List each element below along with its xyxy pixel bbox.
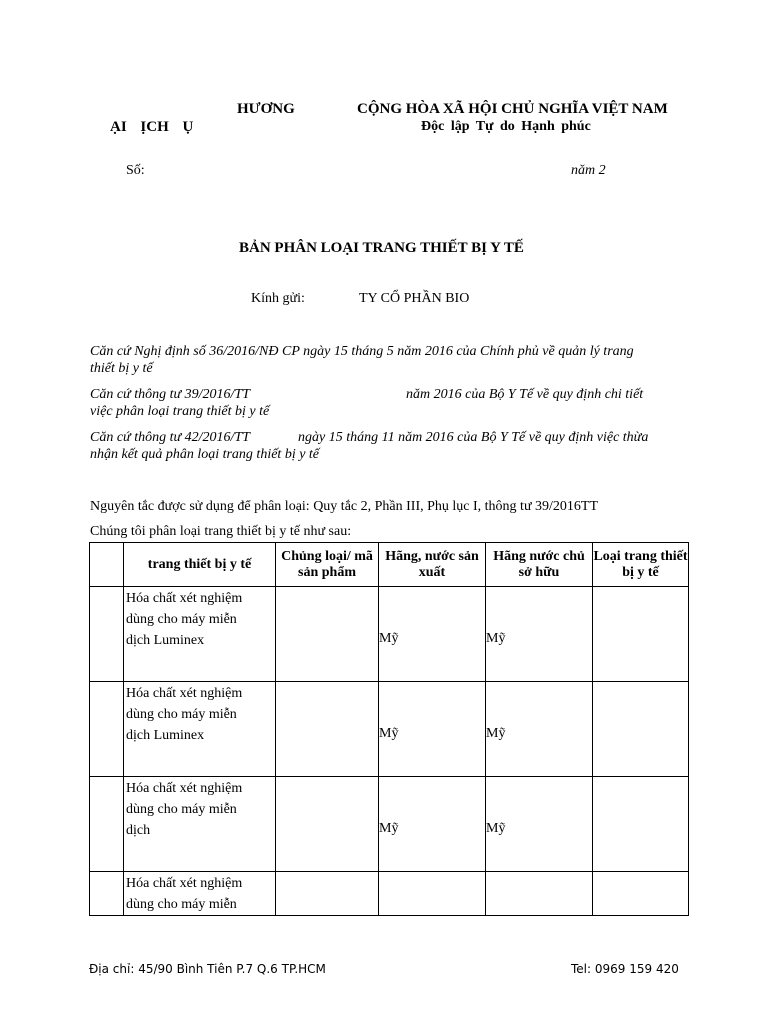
device-name-line: Hóa chất xét nghiệm: [126, 876, 243, 891]
cell-index: [90, 872, 124, 916]
device-name-line: dùng cho máy miễn: [126, 802, 237, 817]
cell-device-class: [593, 777, 689, 872]
device-name-line: dịch Luminex: [126, 728, 205, 743]
cell-device-name: [124, 587, 276, 682]
cell-index: [90, 587, 124, 682]
header-owner: Hãng nước chủ sở hữu: [486, 543, 593, 587]
legal-basis-3-line1-right: ngày 15 tháng 11 năm 2016 của Bộ Y Tế về quy định việc thừa: [298, 430, 649, 445]
table-row: [90, 587, 689, 682]
header-product-type: Chủng loại/ mã sản phẩm: [276, 543, 379, 587]
cell-product-type: [276, 682, 379, 777]
legal-basis-3-line2: nhận kết quả phân loại trang thiết bị y tế: [90, 447, 320, 462]
classification-principle: Nguyên tắc được sử dụng để phân loại: Quy tắc 2, Phần III, Phụ lục I, thông tư 39/2016TT: [90, 499, 599, 514]
table-row: [90, 872, 689, 916]
cell-owner: [486, 587, 593, 682]
header-device-name: trang thiết bị y tế: [124, 543, 276, 587]
device-name-line: Hóa chất xét nghiệm: [126, 591, 243, 606]
org-name-line1: HƯƠNG: [237, 101, 295, 117]
footer-phone: Tel: 0969 159 420: [571, 962, 679, 976]
header-device-class: Loại trang thiết bị y tế: [593, 543, 689, 587]
owner-country: Mỹ: [486, 821, 506, 836]
device-name-line: dịch: [126, 823, 151, 838]
cell-index: [90, 682, 124, 777]
device-name-line: Hóa chất xét nghiệm: [126, 781, 243, 796]
legal-basis-3: [90, 429, 690, 463]
legal-basis-2-line2: việc phân loại trang thiết bị y tế: [90, 404, 270, 419]
cell-device-name: [124, 872, 276, 916]
recipient-label: Kính gửi:: [251, 291, 305, 306]
cell-product-type: [276, 872, 379, 916]
legal-basis-2-line1: Căn cứ thông tư 39/2016/TT: [90, 387, 250, 402]
table-intro: Chúng tôi phân loại trang thiết bị y tế như sau:: [90, 524, 352, 539]
cell-product-type: [276, 587, 379, 682]
header-manufacturer: Hãng, nước sản xuất: [379, 543, 486, 587]
legal-basis-1-line2: thiết bị y tế: [90, 361, 153, 376]
recipient-name: TY CỔ PHẦN BIO: [359, 291, 470, 306]
cell-manufacturer: [379, 777, 486, 872]
owner-country: Mỹ: [486, 631, 506, 646]
document-number-label: Số:: [126, 163, 145, 178]
cell-device-class: [593, 872, 689, 916]
cell-owner: [486, 872, 593, 916]
table-header-row: [90, 543, 689, 587]
manufacturer-country: Mỹ: [379, 631, 399, 646]
cell-device-name: [124, 682, 276, 777]
table-row: [90, 777, 689, 872]
cell-index: [90, 777, 124, 872]
org-name-line2: ẠI ỊCH Ụ: [110, 119, 194, 135]
device-name-line: dùng cho máy miễn: [126, 707, 237, 722]
cell-manufacturer: [379, 587, 486, 682]
device-name-line: Hóa chất xét nghiệm: [126, 686, 243, 701]
legal-basis-1: [90, 343, 690, 377]
header-index: [90, 543, 124, 587]
device-name-line: dùng cho máy miễn: [126, 612, 237, 627]
cell-device-name: [124, 777, 276, 872]
legal-basis-3-line1: Căn cứ thông tư 42/2016/TT: [90, 430, 250, 445]
manufacturer-country: Mỹ: [379, 726, 399, 741]
legal-basis-2: [90, 386, 690, 420]
national-title: CỘNG HÒA XÃ HỘI CHỦ NGHĨA VIỆT NAM: [357, 101, 668, 117]
device-name-line: dịch Luminex: [126, 633, 205, 648]
legal-basis-1-line1: Căn cứ Nghị định số 36/2016/NĐ CP ngày 15 tháng 5 năm 2016 của Chính phủ về quản lý trang: [90, 344, 634, 359]
device-name-line: dùng cho máy miễn: [126, 897, 237, 912]
cell-owner: [486, 682, 593, 777]
footer-address: Địa chỉ: 45/90 Bình Tiên P.7 Q.6 TP.HCM: [89, 962, 326, 976]
cell-product-type: [276, 777, 379, 872]
manufacturer-country: Mỹ: [379, 821, 399, 836]
national-motto: Độc lập Tự do Hạnh phúc: [421, 119, 591, 134]
cell-manufacturer: [379, 872, 486, 916]
cell-owner: [486, 777, 593, 872]
document-date: năm 2: [571, 163, 606, 178]
legal-basis-2-line1-right: năm 2016 của Bộ Y Tế về quy định chi tiết: [406, 387, 644, 402]
table-row: [90, 682, 689, 777]
cell-manufacturer: [379, 682, 486, 777]
cell-device-class: [593, 587, 689, 682]
document-title: BẢN PHÂN LOẠI TRANG THIẾT BỊ Y TẾ: [239, 240, 524, 256]
owner-country: Mỹ: [486, 726, 506, 741]
cell-device-class: [593, 682, 689, 777]
classification-table: [89, 542, 689, 916]
